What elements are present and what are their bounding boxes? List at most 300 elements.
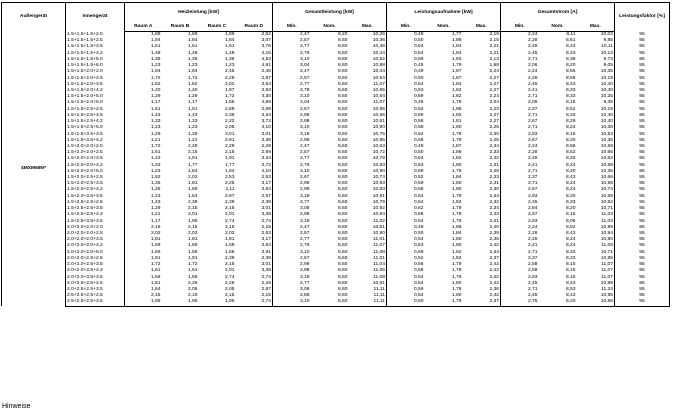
value-cell: 3,17 xyxy=(236,237,273,243)
value-cell: 95 xyxy=(615,169,670,175)
value-cell: 95 xyxy=(615,194,670,200)
value-cell: 0,58 xyxy=(413,262,424,268)
value-cell: 1,43 xyxy=(150,156,161,162)
value-cell: 2,46 xyxy=(236,69,273,75)
indoor-combination-cell: 2.0+2.0+2.0+4.2 xyxy=(66,243,125,249)
value-cell: 1,29 xyxy=(150,206,161,212)
value-cell: 10,94 xyxy=(349,212,387,218)
value-cell: 3,18 xyxy=(299,131,310,137)
value-cell: 1,79 xyxy=(425,299,463,306)
value-cell: 10,46 xyxy=(349,44,387,50)
value-cell: 1,29 xyxy=(150,94,161,100)
value-cell: 2,24 xyxy=(527,69,538,75)
value-cell: 1,79 xyxy=(451,193,462,199)
indoor-combination-cell: 2.0+2.5+2.5+3.5 xyxy=(66,287,125,293)
value-cell: 2,39 xyxy=(236,200,273,206)
value-cell: 0,59 xyxy=(413,168,424,174)
value-cell: 0,54 xyxy=(413,293,424,299)
indoor-combination-cell: 1.5+1.5+1.5+2.5 xyxy=(66,38,125,44)
value-cell: 1,52 xyxy=(150,81,161,87)
indoor-combination-cell: 1.5+1.5+2.5+5.0 xyxy=(66,125,125,131)
value-cell: 2,15 xyxy=(224,150,235,156)
value-cell: 2,30 xyxy=(463,187,501,193)
value-cell: 10,65 xyxy=(349,113,387,119)
value-cell: 2,29 xyxy=(236,144,273,150)
value-cell: 1,61 xyxy=(187,106,198,112)
value-cell: 1,36 xyxy=(224,56,235,62)
value-cell: 95 xyxy=(615,94,670,100)
value-cell: 3,34 xyxy=(236,113,273,119)
value-cell: 10,36 xyxy=(577,69,615,75)
header-outdoor-unit: Außengerät xyxy=(2,3,66,32)
value-cell: 95 xyxy=(615,287,670,293)
indoor-combination-cell: 1.5+1.5+1.5+4.2 xyxy=(66,51,125,57)
value-cell: 2,15 xyxy=(236,225,273,231)
value-cell: 10,44 xyxy=(349,69,387,75)
value-cell: 8,60 xyxy=(337,293,348,299)
indoor-combination-cell: 1.5+2.0+2.0+2.0 xyxy=(66,144,125,150)
value-cell: 0,59 xyxy=(413,112,424,118)
value-cell: 1,72 xyxy=(150,75,161,81)
value-cell: 0,54 xyxy=(413,199,424,205)
value-cell: 11,07 xyxy=(577,268,615,274)
value-cell: 95 xyxy=(615,113,670,119)
value-cell: 2,39 xyxy=(187,199,198,205)
value-cell: 10,65 xyxy=(349,88,387,94)
value-cell: 3,38 xyxy=(236,138,273,144)
performance-table xyxy=(1,2,670,307)
value-cell: 1,84 xyxy=(150,38,161,44)
value-cell: 95 xyxy=(615,125,670,131)
value-cell: 2,01 xyxy=(224,212,235,218)
value-cell: 1,72 xyxy=(187,75,198,81)
value-cell: 8,60 xyxy=(337,249,348,255)
value-cell: 3,01 xyxy=(236,132,273,138)
value-cell: 0,58 xyxy=(413,119,424,125)
value-cell: 95 xyxy=(615,38,670,44)
value-cell: 8,60 xyxy=(337,63,348,69)
value-cell: 2,15 xyxy=(187,224,198,230)
value-cell: 2,45 xyxy=(527,199,538,205)
value-cell: 1,84 xyxy=(451,50,462,56)
value-cell: 8,20 xyxy=(337,32,348,37)
value-cell: 11,02 xyxy=(349,219,387,225)
value-cell: 95 xyxy=(615,69,670,75)
value-cell: 1,82 xyxy=(451,87,462,93)
value-cell: 10,95 xyxy=(577,293,615,299)
value-cell: 2,26 xyxy=(463,138,501,144)
indoor-combination-cell: 1.5+2.5+2.5+4.2 xyxy=(66,212,125,218)
value-cell: 4,69 xyxy=(236,100,273,106)
value-cell: 1,91 xyxy=(224,156,235,162)
value-cell: 2,15 xyxy=(187,150,198,156)
value-cell: 0,50 xyxy=(413,231,424,236)
value-cell: 8,60 xyxy=(337,237,348,243)
value-cell: 10,63 xyxy=(349,144,387,150)
value-cell: 10,88 xyxy=(349,63,387,69)
value-cell: 10,13 xyxy=(577,51,615,57)
value-cell: 10,83 xyxy=(349,181,387,187)
value-cell: 2,22 xyxy=(224,119,235,125)
value-cell: 1,91 xyxy=(187,255,198,261)
value-cell: 2,99 xyxy=(299,137,310,143)
value-cell: 2,06 xyxy=(527,100,538,106)
value-cell: 0,53 xyxy=(413,162,424,168)
value-cell: 1,52 xyxy=(187,81,198,87)
value-cell: 2,13 xyxy=(463,57,501,63)
value-cell: 11,11 xyxy=(349,293,387,299)
value-cell: 8,60 xyxy=(337,150,348,156)
value-cell: 2,02 xyxy=(224,231,235,236)
value-cell: 2,36 xyxy=(463,287,501,293)
value-cell: 1,48 xyxy=(150,50,161,56)
value-cell: 0,50 xyxy=(413,38,424,44)
value-cell: 1,64 xyxy=(150,286,161,292)
value-cell: 2,42 xyxy=(463,281,501,287)
value-cell: 8,60 xyxy=(337,286,348,292)
value-cell: 0,54 xyxy=(413,81,424,87)
value-cell: 2,67 xyxy=(527,187,538,193)
value-cell: 0,54 xyxy=(413,156,424,162)
value-cell: 11,08 xyxy=(577,243,615,249)
value-cell: 1,79 xyxy=(451,262,462,268)
value-cell: 2,28 xyxy=(527,231,538,236)
value-cell: 1,77 xyxy=(187,162,198,168)
value-cell: 1,82 xyxy=(451,255,462,261)
indoor-combination-cell: 1.5+2.0+2.5+2.5 xyxy=(66,175,125,181)
value-cell: 10,62 xyxy=(577,200,615,206)
value-cell: 2,39 xyxy=(236,256,273,262)
value-cell: 1,84 xyxy=(451,231,462,236)
value-cell: 11,01 xyxy=(349,237,387,243)
value-cell: 2,21 xyxy=(463,51,501,57)
value-cell: 2,87 xyxy=(236,194,273,200)
value-cell: 2,15 xyxy=(150,224,161,230)
value-cell: 8,60 xyxy=(337,280,348,286)
value-cell: 0,50 xyxy=(413,75,424,81)
value-cell: 10,40 xyxy=(577,82,615,88)
indoor-combination-cell: 1.5+1.5+2.0+5.0 xyxy=(66,94,125,100)
value-cell: 95 xyxy=(615,163,670,169)
indoor-combination-cell: 2.0+2.0+3.5+3.5 xyxy=(66,275,125,281)
indoor-combination-cell: 1.5+2.5+3.5+3.5 xyxy=(66,219,125,225)
value-cell: 8,60 xyxy=(337,231,348,236)
value-cell: 2,77 xyxy=(299,199,310,205)
indoor-combination-cell: 1.5+1.5+2.0+2.0 xyxy=(66,69,125,75)
value-cell: 2,01 xyxy=(187,212,198,218)
value-cell: 3,38 xyxy=(236,212,273,218)
value-cell: 2,69 xyxy=(236,107,273,113)
value-cell: 95 xyxy=(615,156,670,162)
value-cell: 1,56 xyxy=(224,100,235,106)
value-cell: 2,98 xyxy=(299,112,310,118)
value-cell: 8,52 xyxy=(565,106,576,112)
value-cell: 2,53 xyxy=(224,175,235,181)
value-cell: 2,67 xyxy=(299,175,310,181)
value-cell: 3,93 xyxy=(236,88,273,94)
value-cell: 8,60 xyxy=(337,75,348,81)
value-cell: 10,53 xyxy=(577,132,615,138)
value-cell: 2,45 xyxy=(527,156,538,162)
value-cell: 1,56 xyxy=(187,274,198,280)
value-cell: 10,58 xyxy=(577,163,615,169)
value-cell: 2,98 xyxy=(299,181,310,187)
value-cell: 2,33 xyxy=(463,150,501,156)
value-cell: 95 xyxy=(615,187,670,193)
value-cell: 1,48 xyxy=(224,50,235,56)
value-cell: 2,98 xyxy=(299,262,310,268)
header-current-max: Max. xyxy=(577,23,615,32)
header-current-nom: Nom. xyxy=(539,23,577,32)
value-cell: 0,54 xyxy=(413,280,424,286)
indoor-combination-cell: 1.5+1.5+2.5+2.5 xyxy=(66,107,125,113)
value-cell: 2,37 xyxy=(527,106,538,112)
value-cell: 8,43 xyxy=(565,280,576,286)
value-cell: 2,32 xyxy=(463,200,501,206)
value-cell: 1,81 xyxy=(224,237,235,243)
value-cell: 95 xyxy=(615,275,670,281)
value-cell: 2,15 xyxy=(187,206,198,212)
value-cell: 2,26 xyxy=(463,169,501,175)
indoor-combination-cell: 1.5+1.5+3.5+3.5 xyxy=(66,132,125,138)
value-cell: 2,45 xyxy=(527,81,538,87)
value-cell: 2,24 xyxy=(527,32,538,37)
value-cell: 9,73 xyxy=(577,57,615,63)
value-cell: 2,41 xyxy=(527,243,538,249)
value-cell: 2,67 xyxy=(527,212,538,218)
value-cell: 1,84 xyxy=(150,69,161,75)
value-cell: 8,11 xyxy=(566,32,576,37)
value-cell: 0,64 xyxy=(413,274,424,280)
value-cell: 1,78 xyxy=(451,131,462,137)
value-cell: 95 xyxy=(615,281,670,287)
value-cell: 1,23 xyxy=(224,63,235,69)
value-cell: 1,81 xyxy=(150,237,161,243)
indoor-combination-cell: 1.5+1.5+2.5+4.2 xyxy=(66,119,125,125)
value-cell: 2,74 xyxy=(236,275,273,281)
value-cell: 95 xyxy=(615,250,670,256)
value-cell: 3,54 xyxy=(236,82,273,88)
value-cell: 11,08 xyxy=(349,250,387,256)
value-cell: 2,58 xyxy=(527,262,538,268)
value-cell: 11,08 xyxy=(349,275,387,281)
value-cell: 10,71 xyxy=(577,250,615,256)
value-cell: 8,24 xyxy=(565,187,576,193)
value-cell: 2,81 xyxy=(224,137,235,143)
value-cell: 3,10 xyxy=(299,168,310,174)
value-cell: 2,27 xyxy=(463,82,501,88)
header-heating-capacity: Heizleistung [kW] xyxy=(125,3,273,24)
value-cell: 95 xyxy=(615,181,670,187)
value-cell: 2,41 xyxy=(463,219,501,225)
value-cell: 10,75 xyxy=(349,132,387,138)
value-cell: 3,18 xyxy=(299,218,310,224)
indoor-combination-cell: 2.0+2.0+2.0+2.5 xyxy=(66,231,125,237)
value-cell: 1,56 xyxy=(224,249,235,255)
value-cell: 1,80 xyxy=(451,187,462,193)
value-cell: 2,45 xyxy=(527,293,538,299)
value-cell: 2,37 xyxy=(463,299,501,306)
value-cell: 8,60 xyxy=(337,81,348,87)
value-cell: 2,24 xyxy=(463,69,501,75)
value-cell: 0,52 xyxy=(413,255,424,261)
value-cell: 10,79 xyxy=(349,200,387,206)
header-total-capacity: Gesamtleistung [kW] xyxy=(273,3,387,24)
indoor-combination-cell: 1.5+2.0+3.5+3.5 xyxy=(66,194,125,200)
value-cell: 95 xyxy=(615,243,670,249)
value-cell: 8,60 xyxy=(337,274,348,280)
value-cell: 2,77 xyxy=(299,81,310,87)
value-cell: 2,15 xyxy=(150,293,161,299)
value-cell: 95 xyxy=(615,57,670,63)
value-cell: 3,34 xyxy=(236,156,273,162)
value-cell: 4,10 xyxy=(236,125,273,131)
value-cell: 1,98 xyxy=(463,63,501,69)
value-cell: 1,61 xyxy=(150,106,161,112)
indoor-combination-cell: 1.5+1.5+2.0+4.2 xyxy=(66,88,125,94)
value-cell: 10,85 xyxy=(577,256,615,262)
value-cell: 9,35 xyxy=(577,100,615,106)
value-cell: 10,86 xyxy=(577,299,615,306)
header-indoor-unit: Innengerät xyxy=(66,3,125,32)
value-cell: 1,80 xyxy=(451,181,462,187)
value-cell: 2,41 xyxy=(527,162,538,168)
value-cell: 2,31 xyxy=(463,163,501,169)
value-cell: 3,01 xyxy=(236,262,273,268)
value-cell: 8,43 xyxy=(565,44,576,50)
value-cell: 2,77 xyxy=(299,156,310,162)
value-cell: 2,71 xyxy=(527,112,538,118)
value-cell: 2,04 xyxy=(463,100,501,106)
value-cell: 10,66 xyxy=(577,150,615,156)
value-cell: 10,19 xyxy=(577,76,615,82)
value-cell: 2,33 xyxy=(463,212,501,218)
value-cell: 0,58 xyxy=(413,187,424,193)
table-header xyxy=(2,3,670,32)
value-cell: 1,48 xyxy=(187,50,198,56)
value-cell: 1,64 xyxy=(187,168,198,174)
value-cell: 10,61 xyxy=(349,119,387,125)
value-cell: 11,24 xyxy=(577,287,615,293)
value-cell: 8,33 xyxy=(565,112,576,118)
value-cell: 2,78 xyxy=(299,162,310,168)
value-cell: 0,58 xyxy=(413,212,424,218)
value-cell: 2,47 xyxy=(299,143,310,149)
indoor-combination-cell: 1.5+2.0+2.0+3.5 xyxy=(66,156,125,162)
value-cell: 8,15 xyxy=(565,274,576,280)
value-cell: 8,56 xyxy=(565,75,576,81)
value-cell: 1,23 xyxy=(150,125,161,131)
value-cell: 1,72 xyxy=(150,262,161,268)
value-cell: 95 xyxy=(615,76,670,82)
value-cell: 1,86 xyxy=(451,150,462,156)
value-cell: 2,32 xyxy=(463,156,501,162)
value-cell: 0,64 xyxy=(413,131,424,137)
value-cell: 2,15 xyxy=(236,293,273,299)
value-cell: 8,52 xyxy=(565,150,576,156)
indoor-combination-cell: 1.5+1.5+2.0+6.0 xyxy=(66,100,125,106)
value-cell: 2,39 xyxy=(463,231,501,237)
value-cell: 1,17 xyxy=(150,100,161,106)
value-cell: 8,33 xyxy=(565,94,576,100)
value-cell: 10,25 xyxy=(349,32,387,39)
value-cell: 1,78 xyxy=(451,100,462,106)
value-cell: 8,33 xyxy=(565,156,576,162)
value-cell: 4,91 xyxy=(236,63,273,69)
value-cell: 0,59 xyxy=(413,94,424,100)
value-cell: 2,30 xyxy=(463,132,501,138)
value-cell: 1,61 xyxy=(187,44,198,50)
value-cell: 95 xyxy=(615,212,670,218)
value-cell: 1,86 xyxy=(451,224,462,230)
value-cell: 1,56 xyxy=(150,249,161,255)
value-cell: 1,87 xyxy=(224,87,235,93)
value-cell: 1,61 xyxy=(224,44,235,50)
header-current-min: Min. xyxy=(501,23,539,32)
value-cell: 2,74 xyxy=(236,299,273,306)
value-cell: 1,61 xyxy=(187,268,198,274)
value-cell: 8,56 xyxy=(565,69,576,75)
value-cell: 8,60 xyxy=(337,255,348,261)
value-cell: 10,58 xyxy=(577,181,615,187)
value-cell: 1,17 xyxy=(150,218,161,224)
value-cell: 2,87 xyxy=(224,193,235,199)
value-cell: 1,79 xyxy=(451,137,462,143)
indoor-combination-cell: 1.5+2.5+2.5+3.5 xyxy=(66,206,125,212)
value-cell: 0,49 xyxy=(413,69,424,75)
value-cell: 8,61 xyxy=(565,38,576,44)
value-cell: 3,01 xyxy=(224,131,235,137)
indoor-combination-cell: 1.5+2.0+2.0+2.5 xyxy=(66,150,125,156)
value-cell: 95 xyxy=(615,237,670,243)
value-cell: 2,34 xyxy=(463,144,501,150)
value-cell: 1,64 xyxy=(224,168,235,174)
value-cell: 10,74 xyxy=(349,175,387,181)
value-cell: 0,49 xyxy=(413,224,424,230)
value-cell: 2,34 xyxy=(463,194,501,200)
value-cell: 10,91 xyxy=(349,281,387,287)
value-cell: 2,42 xyxy=(463,268,501,274)
value-cell: 2,71 xyxy=(527,181,538,187)
value-cell: 0,60 xyxy=(387,299,425,306)
value-cell: 2,34 xyxy=(463,206,501,212)
value-cell: 11,04 xyxy=(349,262,387,268)
table-row xyxy=(2,32,670,39)
value-cell: 2,53 xyxy=(236,231,273,237)
table-body xyxy=(2,32,670,307)
value-cell: 3,01 xyxy=(236,206,273,212)
value-cell: 1,95 xyxy=(199,299,236,306)
value-cell: 1,17 xyxy=(187,100,198,106)
value-cell: 0,54 xyxy=(413,44,424,50)
outdoor-unit-model: 4MXM68N* xyxy=(2,32,66,307)
value-cell: 3,54 xyxy=(236,187,273,193)
value-cell: 2,27 xyxy=(463,119,501,125)
value-cell: 2,15 xyxy=(187,293,198,299)
value-cell: 1,79 xyxy=(451,206,462,212)
value-cell: 10,99 xyxy=(577,225,615,231)
value-cell: 1,72 xyxy=(150,143,161,149)
value-cell: 2,45 xyxy=(527,50,538,56)
value-cell: 2,57 xyxy=(299,38,310,44)
value-cell: 95 xyxy=(615,63,670,69)
value-cell: 11,07 xyxy=(349,100,387,106)
value-cell: 3,76 xyxy=(236,44,273,50)
value-cell: 8,43 xyxy=(565,231,576,236)
value-cell: 1,69 xyxy=(150,243,161,249)
value-cell: 2,87 xyxy=(236,76,273,82)
value-cell: 2,15 xyxy=(224,293,235,299)
